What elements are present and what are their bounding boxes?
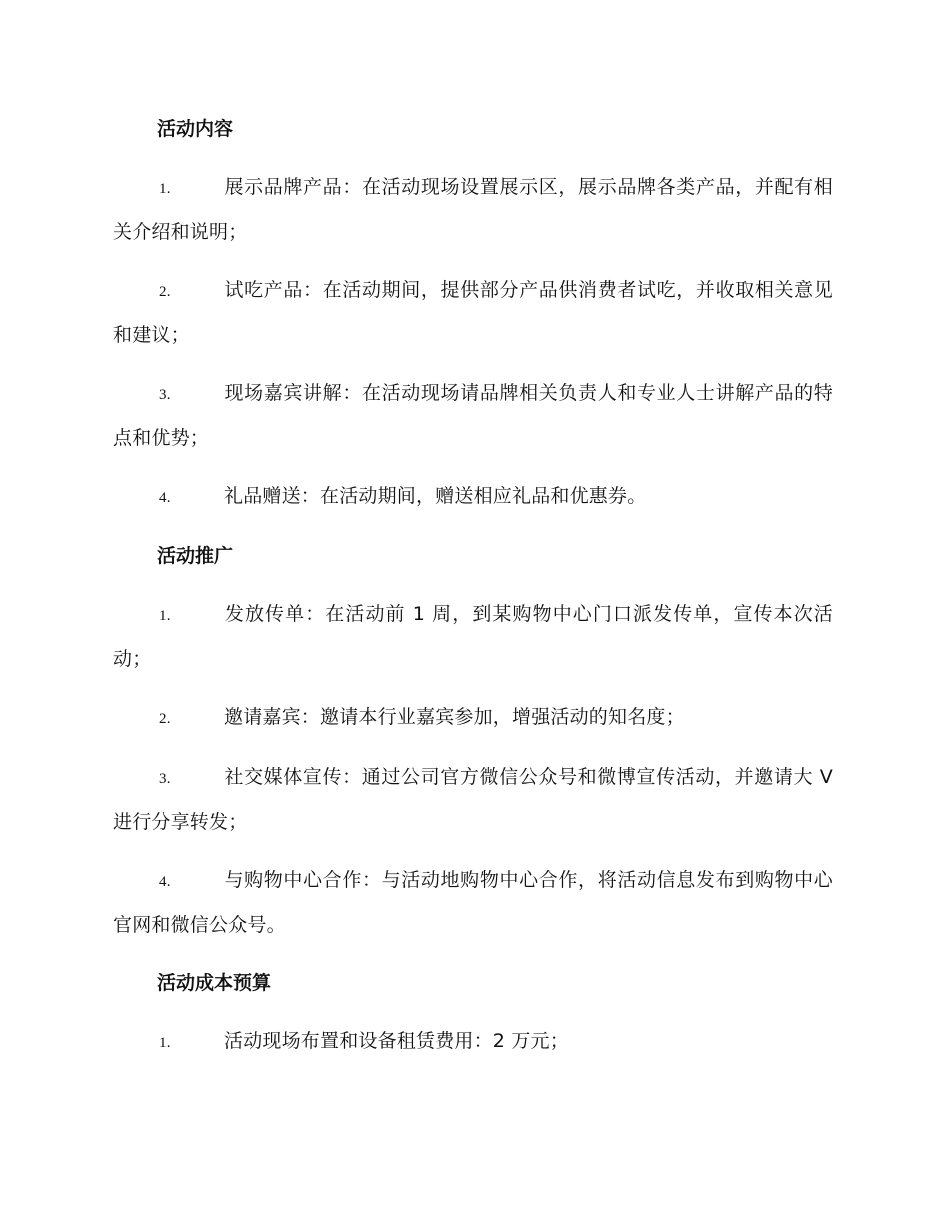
list-item	[113, 593, 833, 681]
list-item	[113, 696, 833, 741]
list-item	[113, 166, 833, 254]
list-item	[113, 475, 833, 520]
section-heading: 活动成本预算	[157, 972, 272, 994]
item-text: 现场嘉宾讲解：在活动现场请品牌相关负责人和专业人士讲解产品的特点和优势；	[113, 382, 833, 449]
item-text: 发放传单：在活动前 1 周，到某购物中心门口派发传单，宣传本次活动；	[113, 603, 833, 670]
item-text: 试吃产品：在活动期间，提供部分产品供消费者试吃，并收取相关意见和建议；	[113, 279, 833, 346]
item-number: 1.	[159, 181, 171, 197]
item-text: 展示品牌产品：在活动现场设置展示区，展示品牌各类产品，并配有相关介绍和说明；	[113, 176, 833, 243]
numbered-list	[113, 593, 833, 947]
section-activity-content	[113, 108, 833, 520]
item-number: 1.	[159, 608, 171, 624]
item-text: 礼品赠送：在活动期间，赠送相应礼品和优惠券。	[224, 485, 647, 507]
numbered-list	[113, 1020, 833, 1065]
item-number: 3.	[159, 387, 171, 403]
item-number: 3.	[159, 771, 171, 787]
item-number: 2.	[159, 711, 171, 727]
numbered-list	[113, 166, 833, 520]
item-text: 与购物中心合作：与活动地购物中心合作，将活动信息发布到购物中心官网和微信公众号。	[113, 869, 833, 936]
list-item	[113, 269, 833, 357]
item-number: 4.	[159, 874, 171, 890]
section-activity-budget	[113, 962, 833, 1065]
item-number: 4.	[159, 490, 171, 506]
item-number: 2.	[159, 284, 171, 300]
list-item	[113, 859, 833, 947]
item-text: 邀请嘉宾：邀请本行业嘉宾参加，增强活动的知名度；	[224, 706, 685, 728]
item-text: 活动现场布置和设备租赁费用：2 万元；	[224, 1030, 569, 1052]
list-item	[113, 1020, 833, 1065]
list-item	[113, 756, 833, 844]
item-number: 1.	[159, 1035, 171, 1051]
section-activity-promotion	[113, 535, 833, 947]
list-item	[113, 372, 833, 460]
document-body	[113, 108, 833, 1080]
section-heading: 活动内容	[157, 118, 234, 140]
item-text: 社交媒体宣传：通过公司官方微信公众号和微博宣传活动，并邀请大 V 进行分享转发；	[113, 766, 833, 833]
section-heading: 活动推广	[157, 545, 234, 567]
